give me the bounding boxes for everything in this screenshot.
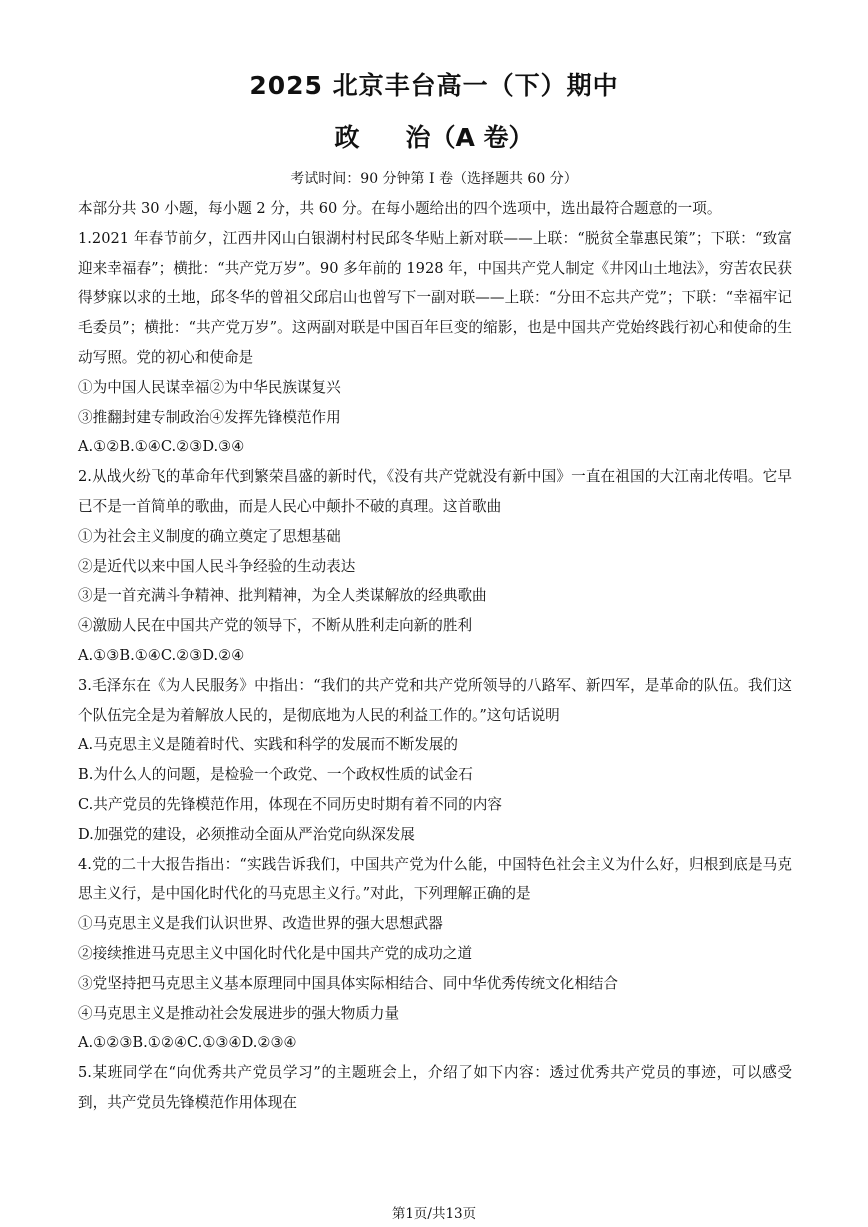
question-4-line: ③党坚持把马克思主义基本原理同中国具体实际相结合、同中华优秀传统文化相结合 (78, 974, 618, 992)
question-4-options: A.①②③B.①②④C.①③④D.②③④ (78, 1034, 297, 1052)
question-4-line: ②接续推进马克思主义中国化时代化是中国共产党的成功之道 (78, 944, 473, 962)
exam-title: 2025 北京丰台高一（下）期中 (249, 71, 619, 100)
question-content (78, 194, 792, 1118)
question-1-line: ③推翻封建专制政治④发挥先锋模范作用 (78, 408, 341, 426)
question-2-options: A.①③B.①④C.②③D.②④ (78, 646, 245, 664)
subject-title (0, 118, 868, 154)
exam-info: 考试时间：90 分钟第 I 卷（选择题共 60 分） (290, 171, 578, 187)
question-4-line: ④马克思主义是推动社会发展进步的强大物质力量 (78, 1004, 400, 1022)
question-4-stem: 4.党的二十大报告指出：“实践告诉我们，中国共产党为什么能，中国特色社会主义为什么好，归根到底是马克思主义行，是中国化时代化的马克思主义行。”对此，下列理解正确的是 (78, 855, 792, 903)
question-2-line: ④激励人民在中国共产党的领导下，不断从胜利走向新的胜利 (78, 617, 473, 635)
question-1-line: ①为中国人民谋幸福②为中华民族谋复兴 (78, 378, 341, 396)
question-2-stem: 2.从战火纷飞的革命年代到繁荣昌盛的新时代，《没有共产党就没有新中国》一直在祖国的大江南北传唱。它早已不是一首简单的歌曲，而是人民心中颠扑不破的真理。这首歌曲 (78, 468, 792, 515)
subject-main: 政 (334, 123, 360, 152)
question-1-options: A.①②B.①④C.②③D.③④ (78, 438, 245, 456)
question-3-option: C.共产党员的先锋模范作用，体现在不同历史时期有着不同的内容 (78, 795, 502, 813)
question-3-option: B.为什么人的问题，是检验一个政党、一个政权性质的试金石 (78, 766, 473, 784)
question-4-line: ①马克思主义是我们认识世界、改造世界的强大思想武器 (78, 915, 443, 933)
question-5-stem: 5.某班同学在“向优秀共产党员学习”的主题班会上，介绍了如下内容：透过优秀共产党员的事迹，可以感受到，共产党员先锋模范作用体现在 (78, 1064, 792, 1111)
question-3-option: A.马克思主义是随着时代、实践和科学的发展而不断发展的 (78, 736, 459, 754)
question-3-option: D.加强党的建设，必须推动全面从严治党向纵深发展 (78, 825, 415, 843)
question-1-stem: 1.2021 年春节前夕，江西井冈山白银湖村村民邱冬华贴上新对联——上联：“脱贫全靠惠民策”；下联：“致富迎来幸福春”；横批：“共产党万岁”。90 多年前的 1928 年，中国共产党人制定《井冈山土地法》，穷苦农民获得梦寐以求的土地，邱冬华的曾祖父邱启山也曾写下一副对联——上联：“分田不忘共产党”；下联：“幸福牢记毛委员”；横批：“共产党万岁”。这两副对联是中国百年巨变的缩影，也是中国共产党始终践行初心和使命的生动写照。党的初心和使命是 (78, 229, 792, 366)
page-number: 第1页/共13页 (391, 1206, 477, 1222)
question-2-line: ③是一首充满斗争精神、批判精神，为全人类谋解放的经典歌曲 (78, 587, 487, 605)
subject-rest: 治（A 卷） (405, 123, 534, 152)
section-intro: 本部分共 30 小题，每小题 2 分，共 60 分。在每小题给出的四个选项中，选出最符合题意的一项。 (78, 200, 722, 217)
question-3-stem: 3.毛泽东在《为人民服务》中指出：“我们的共产党和共产党所领导的八路军、新四军，是革命的队伍。我们这个队伍完全是为着解放人民的，是彻底地为人民的利益工作的。”这句话说明 (78, 676, 792, 724)
question-2-line: ①为社会主义制度的确立奠定了思想基础 (78, 527, 341, 545)
question-2-line: ②是近代以来中国人民斗争经验的生动表达 (78, 557, 356, 575)
